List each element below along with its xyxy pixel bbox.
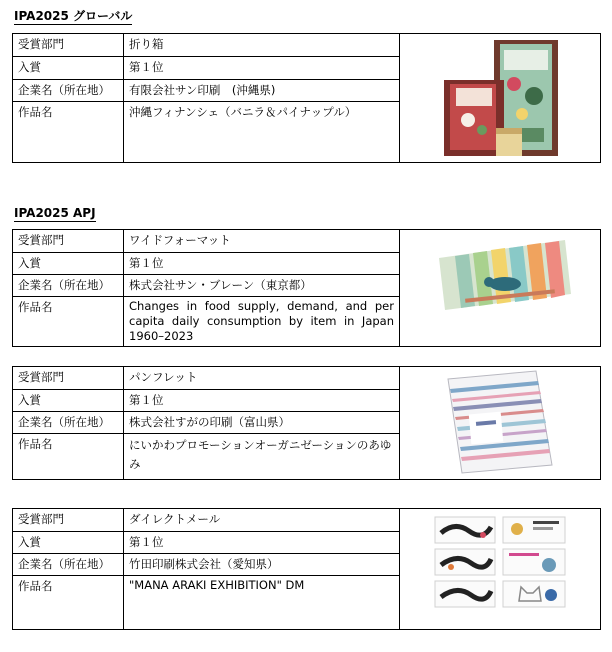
row-label: 受賞部門 bbox=[13, 509, 124, 532]
row-label: 入賞 bbox=[13, 390, 124, 412]
table-row bbox=[13, 367, 601, 390]
row-value: にいかわプロモーションオーガニゼーションのあゆみ bbox=[124, 434, 400, 480]
row-label: 入賞 bbox=[13, 253, 124, 275]
row-label: 企業名（所在地） bbox=[13, 79, 124, 101]
row-value: 第１位 bbox=[124, 390, 400, 412]
table-row bbox=[13, 230, 601, 253]
row-label: 企業名（所在地） bbox=[13, 275, 124, 297]
row-label: 受賞部門 bbox=[13, 230, 124, 253]
award-table-wide-format bbox=[12, 229, 601, 347]
row-label: 企業名（所在地） bbox=[13, 554, 124, 576]
row-value: 沖縄フィナンシェ（バニラ＆パイナップル） bbox=[124, 102, 400, 163]
award-table-direct-mail bbox=[12, 508, 601, 630]
pamphlet-photo bbox=[400, 367, 601, 480]
row-value: 株式会社サン・ブレーン（東京都） bbox=[124, 275, 400, 297]
row-label: 作品名 bbox=[13, 297, 124, 347]
direct-mail-cards-photo bbox=[400, 509, 601, 630]
row-value: パンフレット bbox=[124, 367, 400, 390]
row-label: 作品名 bbox=[13, 576, 124, 630]
row-value: 株式会社すがの印刷（富山県） bbox=[124, 412, 400, 434]
row-label: 作品名 bbox=[13, 434, 124, 480]
row-label: 受賞部門 bbox=[13, 34, 124, 57]
gift-box-photo bbox=[400, 34, 601, 163]
row-label: 入賞 bbox=[13, 532, 124, 554]
section-heading-global: IPA2025 グローバル bbox=[14, 9, 133, 23]
row-label: 企業名（所在地） bbox=[13, 412, 124, 434]
row-label: 入賞 bbox=[13, 57, 124, 79]
row-value: ワイドフォーマット bbox=[124, 230, 400, 253]
row-value: "MANA ARAKI EXHIBITION" DM bbox=[124, 576, 400, 630]
row-value: ダイレクトメール bbox=[124, 509, 400, 532]
award-table-global bbox=[12, 33, 601, 163]
row-label: 作品名 bbox=[13, 102, 124, 163]
section-heading-apj: IPA2025 APJ bbox=[14, 206, 96, 220]
row-value: 竹田印刷株式会社（愛知県） bbox=[124, 554, 400, 576]
row-value: 第１位 bbox=[124, 57, 400, 79]
row-value: 第１位 bbox=[124, 253, 400, 275]
wide-format-print-photo bbox=[400, 230, 601, 347]
row-label: 受賞部門 bbox=[13, 367, 124, 390]
table-row bbox=[13, 34, 601, 57]
row-value: 折り箱 bbox=[124, 34, 400, 57]
table-row bbox=[13, 509, 601, 532]
row-value: Changes in food supply, demand, and per capita daily consumption by item in Japan 1960–2023 bbox=[124, 297, 400, 347]
row-value: 第１位 bbox=[124, 532, 400, 554]
row-value: 有限会社サン印刷 (沖縄県) bbox=[124, 79, 400, 101]
award-table-pamphlet bbox=[12, 366, 601, 480]
